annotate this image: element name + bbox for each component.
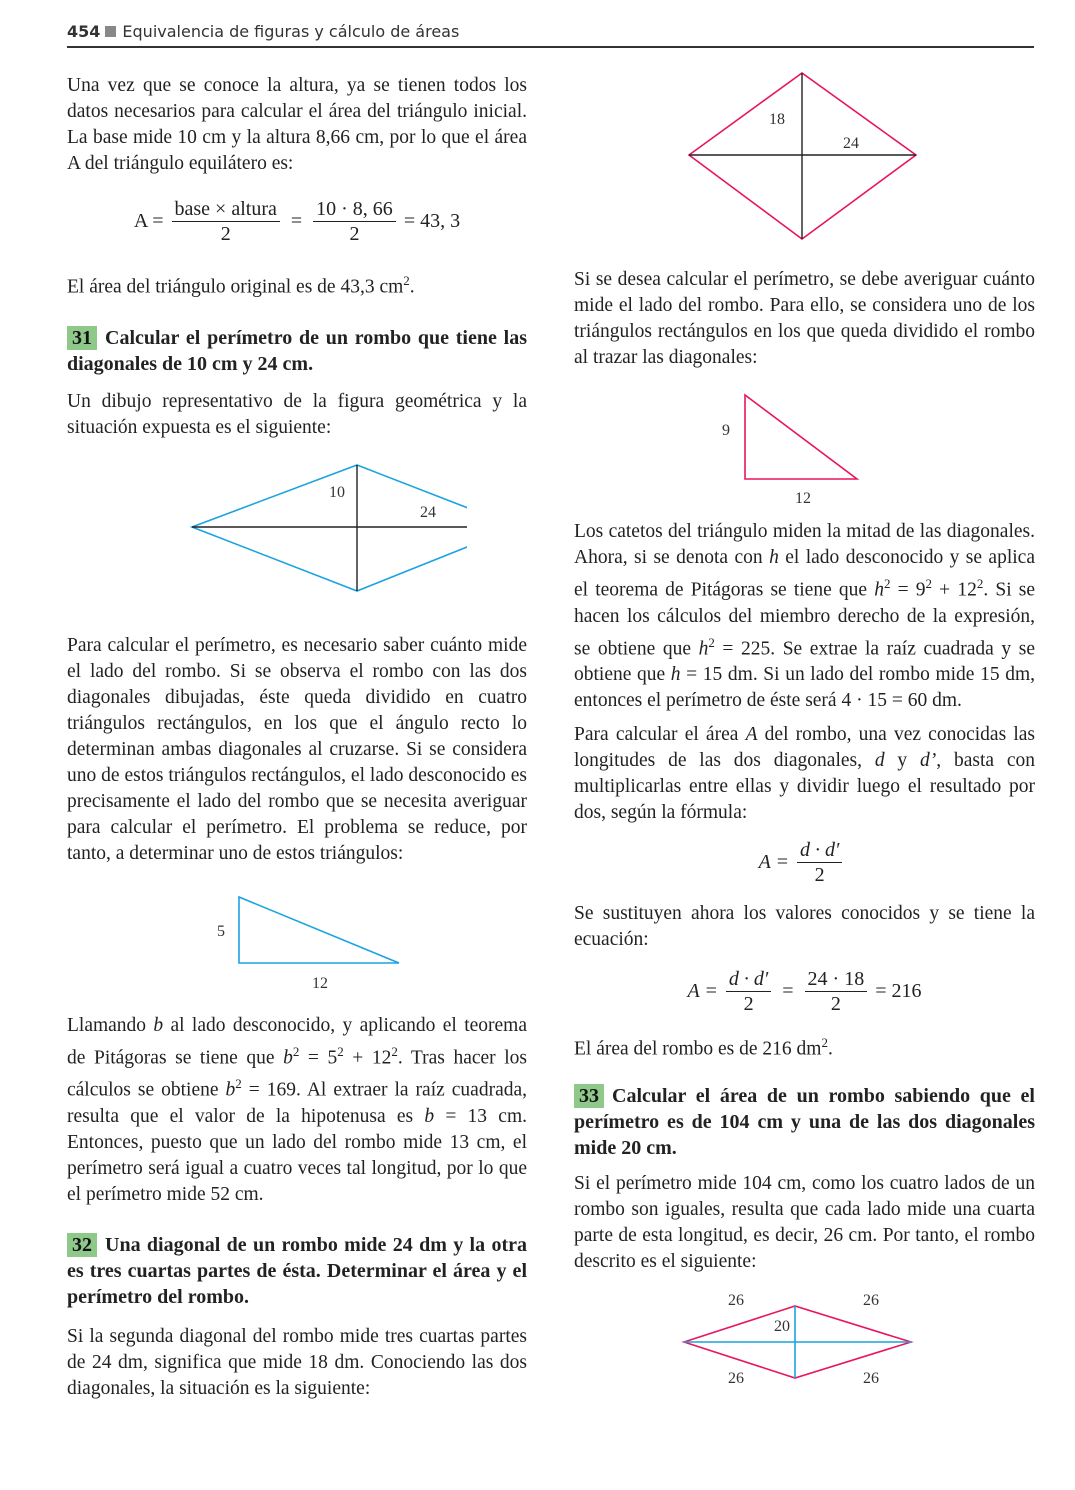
right-triangle-9-12 — [705, 391, 905, 509]
label-leg-12: 12 — [312, 974, 328, 992]
area-formula-triangle: A = $\frac{\text{base × altura}}{2}$ = $\frac{10 \cdot 8, 66}{2}$ = 43, 3 — [133, 198, 461, 245]
page-number: 454 — [67, 22, 101, 41]
square-bullet-icon — [105, 26, 116, 37]
area-calc-rhombus: A = $\frac{d \cdot d'}{2}$ = $\frac{24 \cdot 18}{2}$ = 216 — [687, 968, 922, 1015]
label-diagonal-20: 20 — [773, 1317, 790, 1335]
paragraph: Llamando b al lado desconocido, y aplicando el teorema de Pitágoras se tiene que $b^2 = 5^2 + 12^2$. Tras hacer los cálculos se obtiene $b^2 = 169$. Al extraer la raíz cuadrada, resulta que el valor de la hipotenusa es b = 13 cm. Entonces, puesto que un lado del rombo mide 13 cm, el perímetro será igual a cuatro veces tal longitud, por lo que el perímetro mide 52 cm. — [67, 1014, 528, 1205]
area-formula-rhombus: A = $\frac{d \cdot d'}{2}$ — [574, 838, 1035, 887]
left-column — [67, 73, 527, 1402]
label-diagonal-18: 18 — [768, 111, 785, 128]
paragraph: Se sustituyen ahora los valores conocidos y se tiene la ecuación: — [574, 903, 1035, 950]
rhombus-figure-10-24 — [127, 461, 467, 601]
label-leg-5: 5 — [217, 922, 225, 940]
label-side-bottom-left: 26 — [727, 1369, 744, 1387]
problem-31-heading: 31 Calcular el perímetro de un rombo que tiene las diagonales de 10 cm y 24 cm. — [67, 326, 527, 375]
paragraph: Los catetos del triángulo miden la mitad de las diagonales. Ahora, si se denota con h el lado desconocido y se aplica el teorema de Pitágoras se tiene que $h^2 = 9^2 + 12^2$. Si se hacen los cálculos del miembro derecho de la expresión, se obtiene que $h^2 = 225$. Se extrae la raíz cuadrada y se obtiene que h = 15 dm. Si un lado del rombo mide 15 dm, entonces el perímetro de éste será 4 · 15 = 60 dm. — [574, 521, 1036, 711]
label-diagonal-24: 24 — [842, 135, 859, 152]
label-side-top-right: 26 — [862, 1291, 879, 1309]
label-leg-12: 12 — [794, 490, 811, 507]
paragraph: Una vez que se conoce la altura, ya se tienen todos los datos necesarios para calcular el área del triángulo inicial. La base mide 10 cm y la altura 8,66 cm, por lo que el área A del triángulo equilátero es: — [67, 75, 527, 174]
right-triangle-5-12 — [177, 893, 417, 993]
label-diagonal-24: 24 — [420, 503, 436, 521]
paragraph: Si la segunda diagonal del rombo mide tres cuartas partes de 24 dm, significa que mide 18 dm. Conociendo las dos diagonales, la situación es la siguiente: — [67, 1325, 527, 1399]
label-side-top-left: 26 — [727, 1291, 744, 1309]
right-column — [574, 73, 1035, 1395]
rhombus-figure-26-20 — [680, 1291, 930, 1395]
triangle-outline — [745, 395, 857, 479]
problem-33-heading: 33 Calcular el área de un rombo sabiendo que el perímetro es de 104 cm y una de las dos diagonales mide 20 cm. — [574, 1084, 1035, 1159]
page-header — [67, 22, 1034, 48]
label-leg-9: 9 — [721, 422, 730, 439]
paragraph: El área del rombo es de 216 $dm^2$. — [574, 1035, 833, 1060]
chapter-title: Equivalencia de figuras y cálculo de áreas — [122, 22, 460, 41]
label-side-bottom-right: 26 — [862, 1369, 879, 1387]
paragraph: El área del triángulo original es de 43,3 $cm^2$. — [67, 273, 415, 298]
rhombus-figure-18-24 — [685, 71, 925, 243]
triangle-outline — [239, 897, 399, 963]
paragraph: Para calcular el perímetro, es necesario saber cuánto mide el lado del rombo. Si se observa el rombo con las dos diagonales dibujadas, éste queda dividido en cuatro triángulos rectángulos, en los que el ángulo recto lo determinan ambas diagonales al cruzarse. Si se considera uno de estos triángulos rectángulos, el lado desconocido es precisamente el lado del rombo que se necesita averiguar para calcular el perímetro. El problema se reduce, por tanto, a determinar uno de estos triángulos: — [67, 634, 527, 864]
paragraph: Si se desea calcular el perímetro, se debe averiguar cuánto mide el lado del rombo. Para ello, se considera uno de los triángulos rectángulos en los que queda dividido el rombo al trazar las diagonales: — [574, 269, 1035, 368]
paragraph: Si el perímetro mide 104 cm, como los cuatro lados de un rombo son iguales, resulta que cada lado mide una cuarta parte de esta longitud, es decir, 26 cm. Por tanto, el rombo descrito es el siguiente: — [574, 1172, 1035, 1272]
paragraph: Un dibujo representativo de la figura geométrica y la situación expuesta es el siguiente: — [67, 390, 527, 438]
label-diagonal-10: 10 — [329, 483, 345, 501]
paragraph: Para calcular el área A del rombo, una vez conocidas las longitudes de las dos diagonales, d y d’, basta con multiplicarlas entre ellas y dividir luego el resultado por dos, según la fórmula: — [574, 724, 1036, 823]
problem-32-heading: 32 Una diagonal de un rombo mide 24 dm y la otra es tres cuartas partes de ésta. Determinar el área y el perímetro del rombo. — [67, 1233, 527, 1308]
